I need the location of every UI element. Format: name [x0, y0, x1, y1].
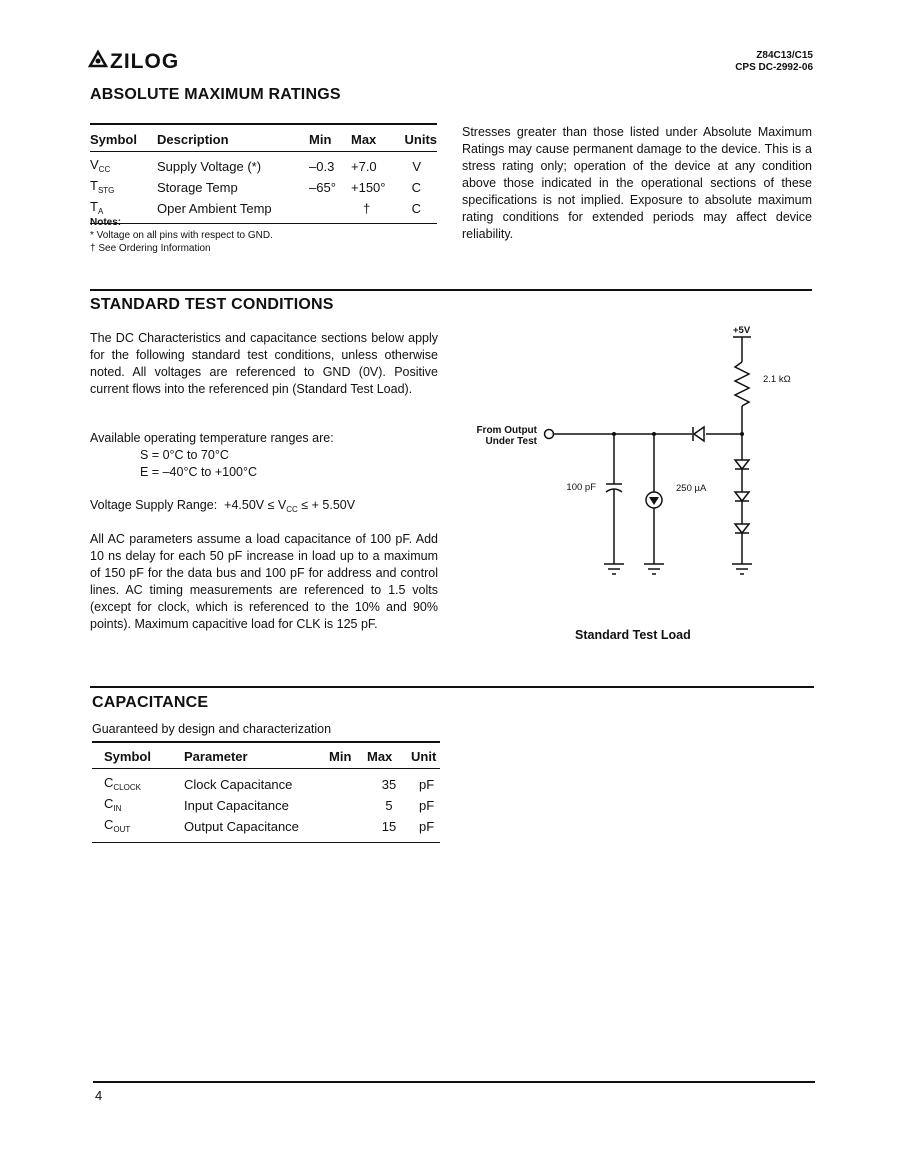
table-row	[90, 178, 437, 199]
max-cell: +150°	[351, 180, 386, 195]
description-cell: Supply Voltage (*)	[157, 159, 262, 174]
col-units: Units	[404, 132, 437, 148]
col-max: Max	[351, 132, 377, 148]
symbol-cell: $C_{OUT}$	[104, 816, 131, 834]
circuit-caption: Standard Test Load	[575, 628, 691, 642]
document-id	[735, 50, 813, 74]
symbol-cell: $V_{CC}$	[90, 156, 111, 174]
chain-diode-3	[735, 524, 749, 533]
vplus-label: +5V	[733, 325, 751, 336]
symbol-cell: $C_{CLOCK}$	[104, 774, 141, 792]
amr-notes	[90, 216, 420, 255]
description-cell: Oper Ambient Temp	[157, 201, 272, 216]
parameter-cell: Output Capacitance	[184, 819, 299, 834]
voltage-supply-range	[90, 497, 438, 518]
cap-table-top-rule	[92, 741, 440, 743]
footer-rule	[93, 1081, 815, 1083]
note-2: † See Ordering Information	[90, 243, 211, 254]
junction-dot-2	[652, 432, 656, 436]
doc-number: CPS DC-2992-06	[735, 62, 813, 73]
section-rule	[90, 289, 812, 291]
amr-header-row	[90, 129, 437, 151]
min-cell	[329, 768, 367, 796]
unit-cell: pF	[419, 819, 435, 834]
cap-subtitle: Guaranteed by design and characterization	[92, 722, 332, 736]
amr-title: ABSOLUTE MAXIMUM RATINGS	[90, 86, 341, 103]
from-output-label: From Output	[476, 425, 537, 436]
section-rule	[90, 686, 814, 688]
description-cell: Storage Temp	[157, 180, 238, 195]
stc-paragraph-1: The DC Characteristics and capacitance sections below apply for the following standard test conditions, unless otherwise noted. All voltages are referenced to GND (0V). Positive current flows into the referenced pin (Standard Test Load).	[90, 331, 438, 396]
range-s: S = 0°C to 70°C	[140, 448, 229, 462]
table-row	[92, 817, 440, 843]
ground-chain	[732, 564, 752, 574]
ground-cap	[604, 564, 624, 574]
col-symbol: Symbol	[104, 749, 151, 765]
min-cell: –65°	[309, 180, 336, 195]
unit-cell: pF	[419, 777, 435, 792]
col-description: Description	[157, 132, 229, 148]
vsr-sub: CC	[286, 505, 298, 514]
symbol-cell: $T_{STG}$	[90, 177, 115, 195]
table-row	[92, 768, 440, 796]
parameter-cell: Clock Capacitance	[184, 777, 293, 792]
table-row	[90, 151, 437, 178]
series-diode	[694, 427, 704, 441]
min-cell	[329, 796, 367, 817]
max-cell: 35	[381, 777, 397, 792]
notes-title: Notes:	[90, 217, 122, 228]
col-symbol: Symbol	[90, 132, 137, 148]
stc-paragraph-4: All AC parameters assume a load capacitance of 100 pF. Add 10 ns delay for each 50 pF increase in load up to a maximum of 150 pF for the data bus and 100 pF for address and control lines. AC timing measurements are referenced to 1.5 volts (except for clock, which is referenced to the 10% and 90% points). Maximum capacitive load for CLK is 125 pF.	[90, 532, 438, 631]
cap-title: CAPACITANCE	[92, 694, 209, 711]
stress-paragraph: Stresses greater than those listed under Absolute Maximum Ratings may cause permanent damage to the device. This is a stress rating only; operation of the device at any condition above those indicated in the operational sections of these specifications is not implied. Exposure to absolute maximum rating conditions for extended periods may affect device reliability.	[462, 125, 812, 241]
part-number: Z84C13/C15	[756, 50, 813, 61]
current-label: 250 µA	[676, 483, 707, 494]
junction-dot-1	[612, 432, 616, 436]
unit-cell: pF	[419, 798, 435, 813]
max-cell: 15	[381, 819, 397, 834]
max-cell: †	[363, 201, 371, 216]
chain-diode-2	[735, 492, 749, 501]
table-row	[92, 796, 440, 817]
units-cell: C	[411, 180, 421, 195]
under-test-label: Under Test	[485, 436, 537, 447]
capacitance-table	[92, 746, 440, 843]
cap-header-row	[92, 746, 440, 768]
stc-title: STANDARD TEST CONDITIONS	[90, 296, 334, 313]
parameter-cell: Input Capacitance	[184, 798, 289, 813]
resistor-label: 2.1 kΩ	[763, 374, 791, 385]
junction-dot-3	[740, 432, 744, 436]
col-max: Max	[367, 749, 393, 765]
brand-text: ZILOG	[110, 50, 180, 72]
vsr-label: Voltage Supply Range:	[90, 498, 218, 512]
units-cell: V	[412, 159, 421, 174]
capacitor-label: 100 pF	[566, 482, 596, 493]
min-cell: –0.3	[309, 159, 335, 174]
page-number: 4	[95, 1088, 103, 1103]
amr-table-top-rule	[90, 123, 437, 125]
resistor-symbol	[735, 362, 749, 406]
ground-source	[644, 564, 664, 574]
standard-test-load-circuit	[470, 320, 810, 590]
note-1: * Voltage on all pins with respect to GND.	[90, 230, 273, 241]
output-terminal	[545, 430, 554, 439]
symbol-cell: $C_{IN}$	[104, 795, 122, 813]
symbol-cell: $T_A$	[90, 198, 104, 216]
col-parameter: Parameter	[184, 749, 248, 765]
col-min: Min	[309, 132, 332, 148]
col-unit: Unit	[411, 749, 437, 765]
min-cell	[329, 817, 367, 843]
current-arrow	[649, 497, 659, 505]
chain-diode-1	[735, 460, 749, 469]
units-cell: C	[411, 201, 421, 216]
range-e: E = –40°C to +100°C	[140, 465, 258, 479]
zilog-logo	[88, 48, 180, 72]
vsr-low: +4.50V ≤ V	[224, 498, 287, 512]
amr-table	[90, 129, 437, 224]
vsr-high: ≤ + 5.50V	[301, 498, 356, 512]
col-min: Min	[329, 749, 352, 765]
max-cell: 5	[385, 798, 393, 813]
stc-paragraph-2: Available operating temperature ranges are:	[90, 431, 334, 445]
max-cell: +7.0	[351, 159, 377, 174]
